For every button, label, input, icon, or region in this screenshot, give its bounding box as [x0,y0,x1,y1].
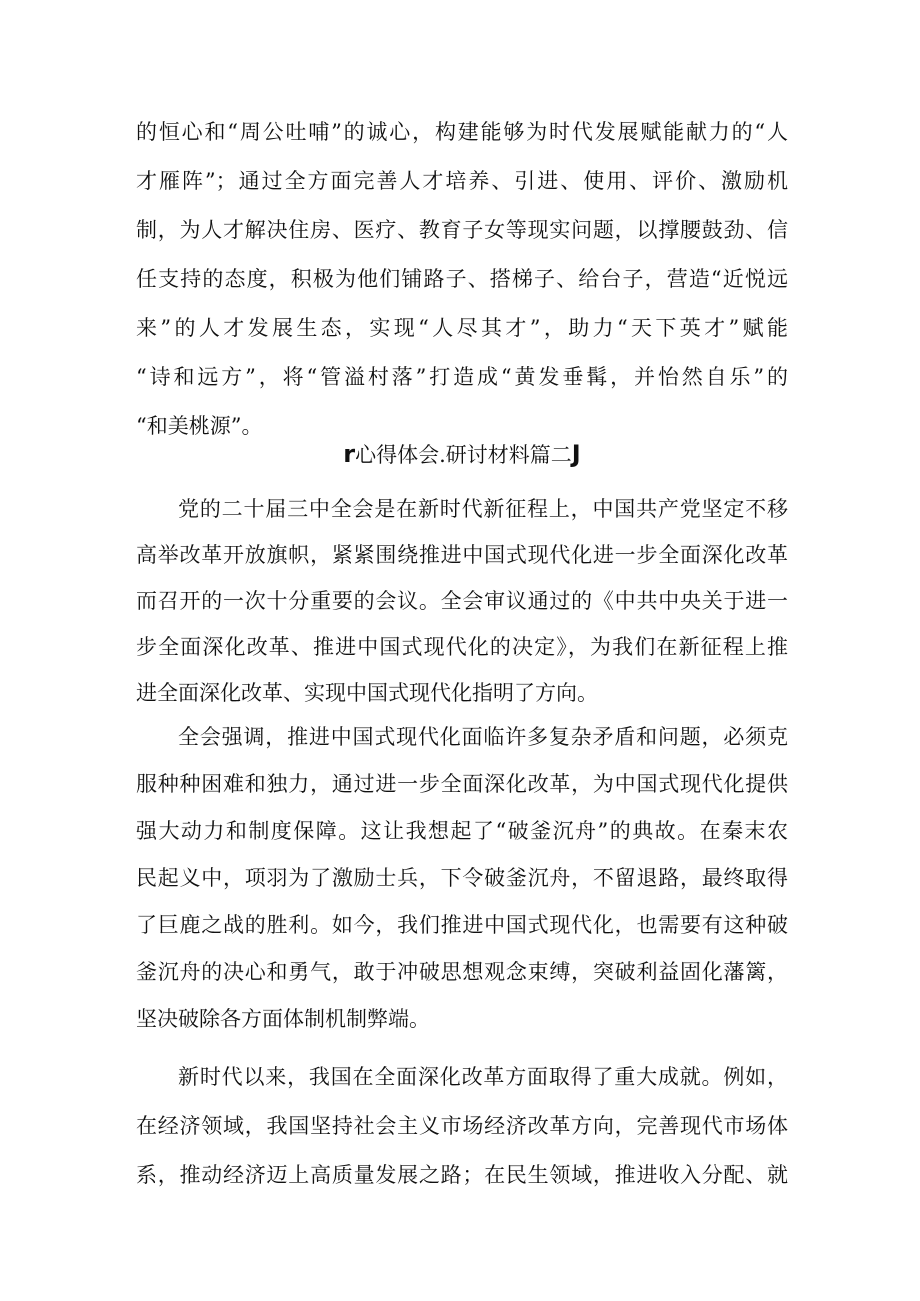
paragraph-1-line-3: 制，为人才解决住房、医疗、教育子女等现实问题，以撑腰鼓劲、信 [136,218,788,242]
paragraph-1-line-5: 来”的人才发展生态，实现“人尽其才”，助力“天下英才”赋能 [136,316,788,340]
paragraph-4-line-1: 新时代以来，我国在全面深化改革方面取得了重大成就。例如， [178,1065,788,1089]
paragraph-3-line-7: 坚决破除各方面体制机制弊端。 [136,1007,430,1031]
paragraph-3-line-2: 服种种困难和独力，通过进一步全面深化改革，为中国式现代化提供 [136,772,788,796]
heading-prefix-mark: r [343,440,356,468]
paragraph-1-line-7: “和美桃源”。 [136,414,263,438]
paragraph-3-line-3: 强大动力和制度保障。这让我想起了“破釜沉舟”的典故。在秦末农 [136,819,788,843]
paragraph-1-line-4: 任支持的态度，积极为他们铺路子、搭梯子、给台子，营造“近悦远 [136,267,788,291]
paragraph-2-line-4: 步全面深化改革、推进中国式现代化的决定》，为我们在新征程上推 [136,635,788,659]
paragraph-1-line-6: “诗和远方”，将“管溢村落”打造成“黄发垂髯，并怡然自乐”的 [136,365,788,389]
paragraph-2-line-1: 党的二十届三中全会是在新时代新征程上，中国共产党坚定不移 [178,497,788,521]
paragraph-2-line-2: 高举改革开放旗帜，紧紧围绕推进中国式现代化进一步全面深化改革 [136,543,788,567]
paragraph-3-line-4: 民起义中，项羽为了激励士兵，下令破釜沉舟，不留退路，最终取得 [136,866,788,890]
paragraph-2-line-5: 进全面深化改革、实现中国式现代化指明了方向。 [136,681,598,705]
paragraph-2-line-3: 而召开的一次十分重要的会议。全会审议通过的《中共中央关于进一 [136,589,788,613]
paragraph-3-line-6: 釜沉舟的决心和勇气，敢于冲破思想观念束缚，突破利益固化藩篱， [136,960,788,984]
paragraph-4-line-2: 在经济领域，我国坚持社会主义市场经济改革方向，完善现代市场体 [136,1114,788,1138]
paragraph-3-line-5: 了巨鹿之战的胜利。如今，我们推进中国式现代化，也需要有这种破 [136,913,788,937]
paragraph-1-line-2: 才雁阵”；通过全方面完善人才培养、引进、使用、评价、激励机 [136,169,788,193]
heading-title: 心得体会.研讨材料篇二 [355,443,572,467]
paragraph-1-line-1: 的恒心和“周公吐哺”的诚心，构建能够为时代发展赋能献力的“人 [136,120,788,144]
paragraph-4-line-3: 系，推动经济迈上高质量发展之路；在民生领域，推进收入分配、就 [136,1163,788,1187]
paragraph-3-line-1: 全会强调，推进中国式现代化面临许多复杂矛盾和问题，必须克 [178,725,788,749]
section-heading [136,437,788,471]
heading-suffix-mark: J [571,440,581,468]
